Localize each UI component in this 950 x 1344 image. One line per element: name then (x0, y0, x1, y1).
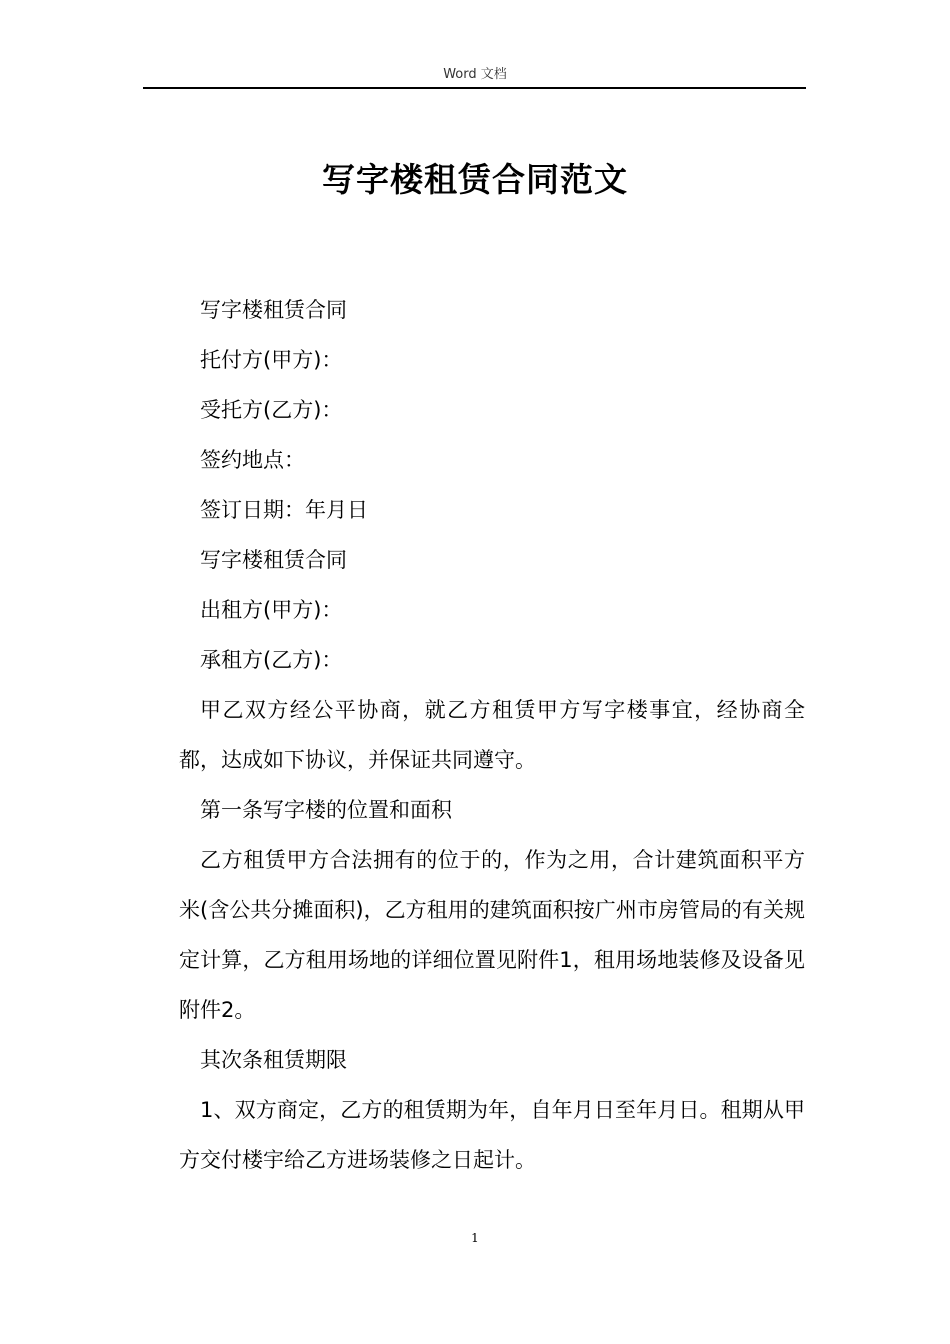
paragraph-article-2-clause-1: 1、双方商定，乙方的租赁期为年，自年月日至年月日。租期从甲方交付楼宇给乙方进场装修之日起计。 (179, 1098, 805, 1172)
document-body (179, 285, 805, 1185)
paragraph-lessee: 承租方(乙方)： (200, 648, 343, 672)
document-title: 写字楼租赁合同范文 (322, 160, 628, 199)
paragraph-lessor: 出租方(甲方)： (200, 598, 343, 622)
paragraph-article-1-body: 乙方租赁甲方合法拥有的位于的，作为之用，合计建筑面积平方米(含公共分摊面积)，乙方租用的建筑面积按广州市房管局的有关规定计算，乙方租用场地的详细位置见附件1，租用场地装修及设备见附件2。 (179, 848, 805, 1022)
paragraph-principal-party: 托付方(甲方)： (200, 348, 343, 372)
paragraph-signing-date: 签订日期：年月日 (200, 498, 368, 522)
paragraph-contract-heading: 写字楼租赁合同 (200, 298, 347, 322)
paragraph-agent-party: 受托方(乙方)： (200, 398, 343, 422)
page-number: 1 (471, 1231, 479, 1245)
header-divider (143, 87, 806, 89)
paragraph-signing-place: 签约地点： (200, 448, 305, 472)
paragraph-contract-heading-2: 写字楼租赁合同 (200, 548, 347, 572)
paragraph-article-1-heading: 第一条写字楼的位置和面积 (200, 798, 452, 822)
page-header-label: Word 文档 (443, 67, 507, 82)
paragraph-preamble: 甲乙双方经公平协商，就乙方租赁甲方写字楼事宜，经协商全都，达成如下协议，并保证共同遵守。 (179, 698, 805, 772)
paragraph-article-2-heading: 其次条租赁期限 (200, 1048, 347, 1072)
